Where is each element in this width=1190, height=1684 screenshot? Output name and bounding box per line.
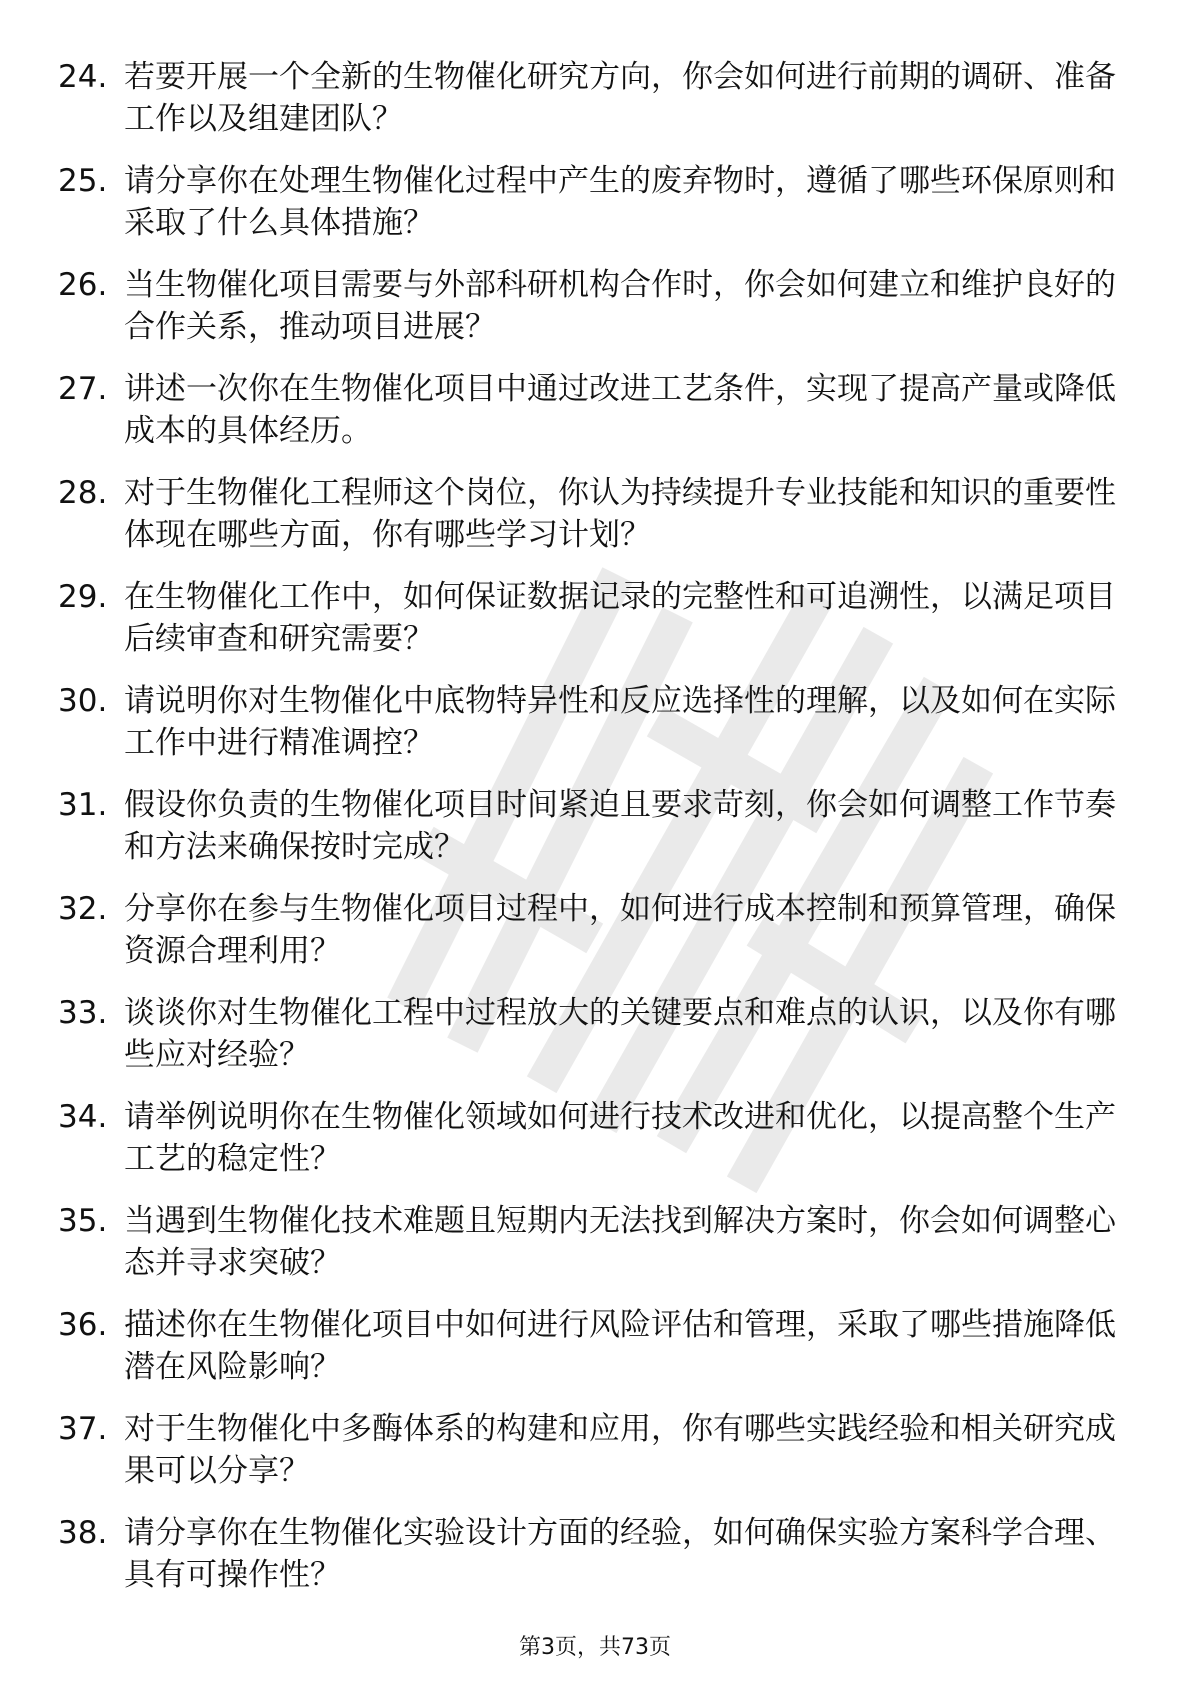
- question-number: 34.: [58, 1099, 108, 1135]
- question-number: 38.: [58, 1515, 108, 1551]
- question-item: [58, 368, 1118, 452]
- question-number: 36.: [58, 1307, 108, 1343]
- question-text: 假设你负责的生物催化项目时间紧迫且要求苛刻，你会如何调整工作节奏和方法来确保按时完成？: [124, 787, 1116, 865]
- question-number: 33.: [58, 995, 108, 1031]
- question-item: [58, 472, 1118, 556]
- question-item: [58, 1304, 1118, 1388]
- question-number: 28.: [58, 475, 108, 511]
- question-text: 描述你在生物催化项目中如何进行风险评估和管理，采取了哪些措施降低潜在风险影响？: [124, 1307, 1116, 1385]
- question-text: 请说明你对生物催化中底物特异性和反应选择性的理解，以及如何在实际工作中进行精准调控？: [124, 683, 1116, 761]
- question-item: [58, 56, 1118, 140]
- question-item: [58, 680, 1118, 764]
- question-text: 请举例说明你在生物催化领域如何进行技术改进和优化，以提高整个生产工艺的稳定性？: [124, 1099, 1116, 1177]
- question-number: 32.: [58, 891, 108, 927]
- question-list: [58, 56, 1118, 1616]
- question-text: 讲述一次你在生物催化项目中通过改进工艺条件，实现了提高产量或降低成本的具体经历。: [124, 371, 1116, 449]
- question-text: 请分享你在处理生物催化过程中产生的废弃物时，遵循了哪些环保原则和采取了什么具体措施？: [124, 163, 1116, 241]
- question-number: 27.: [58, 371, 108, 407]
- question-number: 26.: [58, 267, 108, 303]
- question-number: 35.: [58, 1203, 108, 1239]
- question-item: [58, 1512, 1118, 1596]
- question-text: 对于生物催化工程师这个岗位，你认为持续提升专业技能和知识的重要性体现在哪些方面，你有哪些学习计划？: [124, 475, 1116, 553]
- question-number: 24.: [58, 59, 108, 95]
- question-item: [58, 1200, 1118, 1284]
- question-text: 当生物催化项目需要与外部科研机构合作时，你会如何建立和维护良好的合作关系，推动项目进展？: [124, 267, 1116, 345]
- question-number: 31.: [58, 787, 108, 823]
- question-number: 37.: [58, 1411, 108, 1447]
- question-number: 30.: [58, 683, 108, 719]
- question-text: 分享你在参与生物催化项目过程中，如何进行成本控制和预算管理，确保资源合理利用？: [124, 891, 1116, 969]
- question-text: 当遇到生物催化技术难题且短期内无法找到解决方案时，你会如何调整心态并寻求突破？: [124, 1203, 1116, 1281]
- question-text: 谈谈你对生物催化工程中过程放大的关键要点和难点的认识，以及你有哪些应对经验？: [124, 995, 1116, 1073]
- question-number: 29.: [58, 579, 108, 615]
- question-number: 25.: [58, 163, 108, 199]
- question-text: 对于生物催化中多酶体系的构建和应用，你有哪些实践经验和相关研究成果可以分享？: [124, 1411, 1116, 1489]
- question-item: [58, 992, 1118, 1076]
- question-item: [58, 1408, 1118, 1492]
- question-item: [58, 160, 1118, 244]
- question-text: 若要开展一个全新的生物催化研究方向，你会如何进行前期的调研、准备工作以及组建团队？: [124, 59, 1116, 137]
- page-footer: 第3页，共73页: [519, 1635, 671, 1660]
- question-item: [58, 576, 1118, 660]
- question-text: 请分享你在生物催化实验设计方面的经验，如何确保实验方案科学合理、具有可操作性？: [124, 1515, 1116, 1593]
- question-item: [58, 264, 1118, 348]
- question-item: [58, 784, 1118, 868]
- question-text: 在生物催化工作中，如何保证数据记录的完整性和可追溯性，以满足项目后续审查和研究需要？: [124, 579, 1116, 657]
- question-item: [58, 1096, 1118, 1180]
- question-item: [58, 888, 1118, 972]
